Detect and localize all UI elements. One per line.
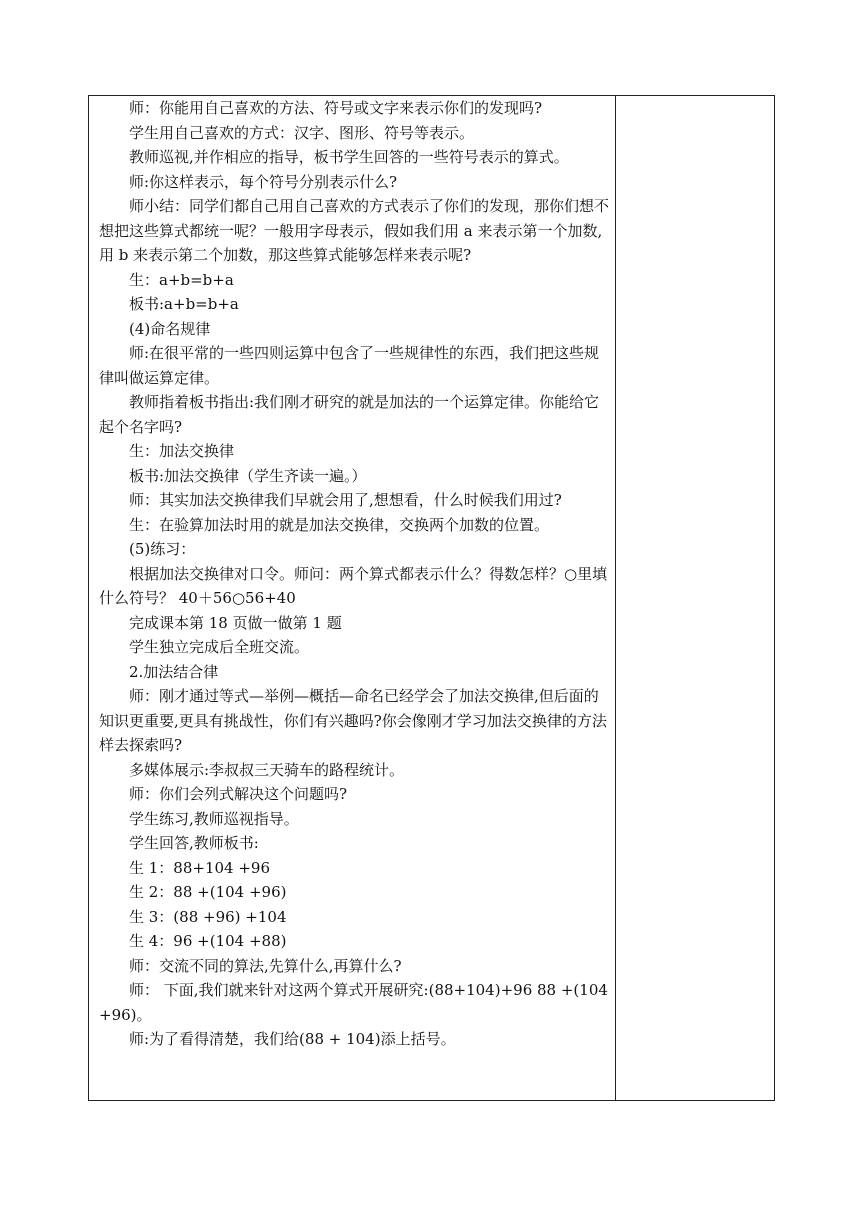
lesson-content-cell	[89, 96, 616, 1101]
paragraph: 生 2：88 +(104 +96)	[129, 883, 287, 901]
paragraph: 生 4：96 +(104 +88)	[129, 932, 287, 950]
section-heading: (4)命名规律	[129, 319, 211, 338]
lesson-content	[89, 96, 615, 1052]
paragraph: 师：交流不同的算法,先算什么,再算什么?	[129, 956, 402, 975]
paragraph: 多媒体展示:李叔叔三天骑车的路程统计。	[129, 760, 405, 779]
paragraph: 师：刚才通过等式—举例—概括—命名已经学会了加法交换律,但后面的知识更重要,更具有挑战性，你们有兴趣吗?你会像刚才学习加法交换律的方法样去探索吗?	[99, 687, 607, 754]
paragraph: 师小结：同学们都自己用自己喜欢的方式表示了你们的发现，那你们想不想把这些算式都统一呢？一般用字母表示，假如我们用 a 来表示第一个加数,用 b 来表示第二个加数，那这些算式能够怎样来表示呢?	[99, 197, 610, 264]
paragraph: 教师巡视,并作相应的指导，板书学生回答的一些符号表示的算式。	[129, 148, 569, 166]
paragraph: 生 3：(88 +96) +104	[129, 907, 287, 926]
paragraph: 师:你这样表示，每个符号分别表示什么?	[129, 172, 398, 191]
paragraph: 板书:a+b=b+a	[129, 295, 239, 313]
paragraph: 生 1：88+104 +96	[129, 858, 271, 877]
paragraph: 师：其实加法交换律我们早就会用了,想想看，什么时候我们用过?	[129, 491, 562, 509]
paragraph: 板书:加法交换律（学生齐读一遍。）	[129, 466, 367, 485]
paragraph: 师：你能用自己喜欢的方法、符号或文字来表示你们的发现吗?	[129, 99, 543, 117]
lesson-plan-table	[88, 95, 775, 1101]
paragraph: 教师指着板书指出:我们刚才研究的就是加法的一个运算定律。你能给它起个名字吗?	[99, 393, 600, 436]
paragraph: 生：a+b=b+a	[129, 270, 234, 289]
paragraph: 学生用自己喜欢的方式：汉字、图形、符号等表示。	[129, 123, 475, 142]
paragraph: 学生独立完成后全班交流。	[129, 638, 310, 656]
table-row	[89, 96, 775, 1101]
paragraph: 师:在很平常的一些四则运算中包含了一些规律性的东西，我们把这些规律叫做运算定律。	[99, 344, 600, 387]
paragraph: 学生回答,教师板书:	[129, 834, 259, 852]
paragraph: 生：加法交换律	[129, 442, 235, 460]
section-heading: (5)练习：	[129, 540, 196, 558]
paragraph: 生：在验算加法时用的就是加法交换律，交换两个加数的位置。	[129, 515, 550, 534]
paragraph: 完成课本第 18 页做一做第 1 题	[129, 613, 342, 632]
paragraph: 师： 下面,我们就来针对这两个算式开展研究:(88+104)+96 88 +(104+96)。	[99, 981, 608, 1024]
section-heading: 2.加法结合律	[129, 662, 219, 681]
paragraph: 师：你们会列式解决这个问题吗?	[129, 785, 348, 803]
notes-cell	[616, 96, 775, 1101]
paragraph: 学生练习,教师巡视指导。	[129, 809, 299, 828]
paragraph: 根据加法交换律对口令。师问：两个算式都表示什么？得数怎样？○里填什么符号？ 40＋56○56+40	[99, 564, 608, 607]
paragraph: 师:为了看得清楚，我们给(88 + 104)添上括号。	[129, 1030, 456, 1048]
